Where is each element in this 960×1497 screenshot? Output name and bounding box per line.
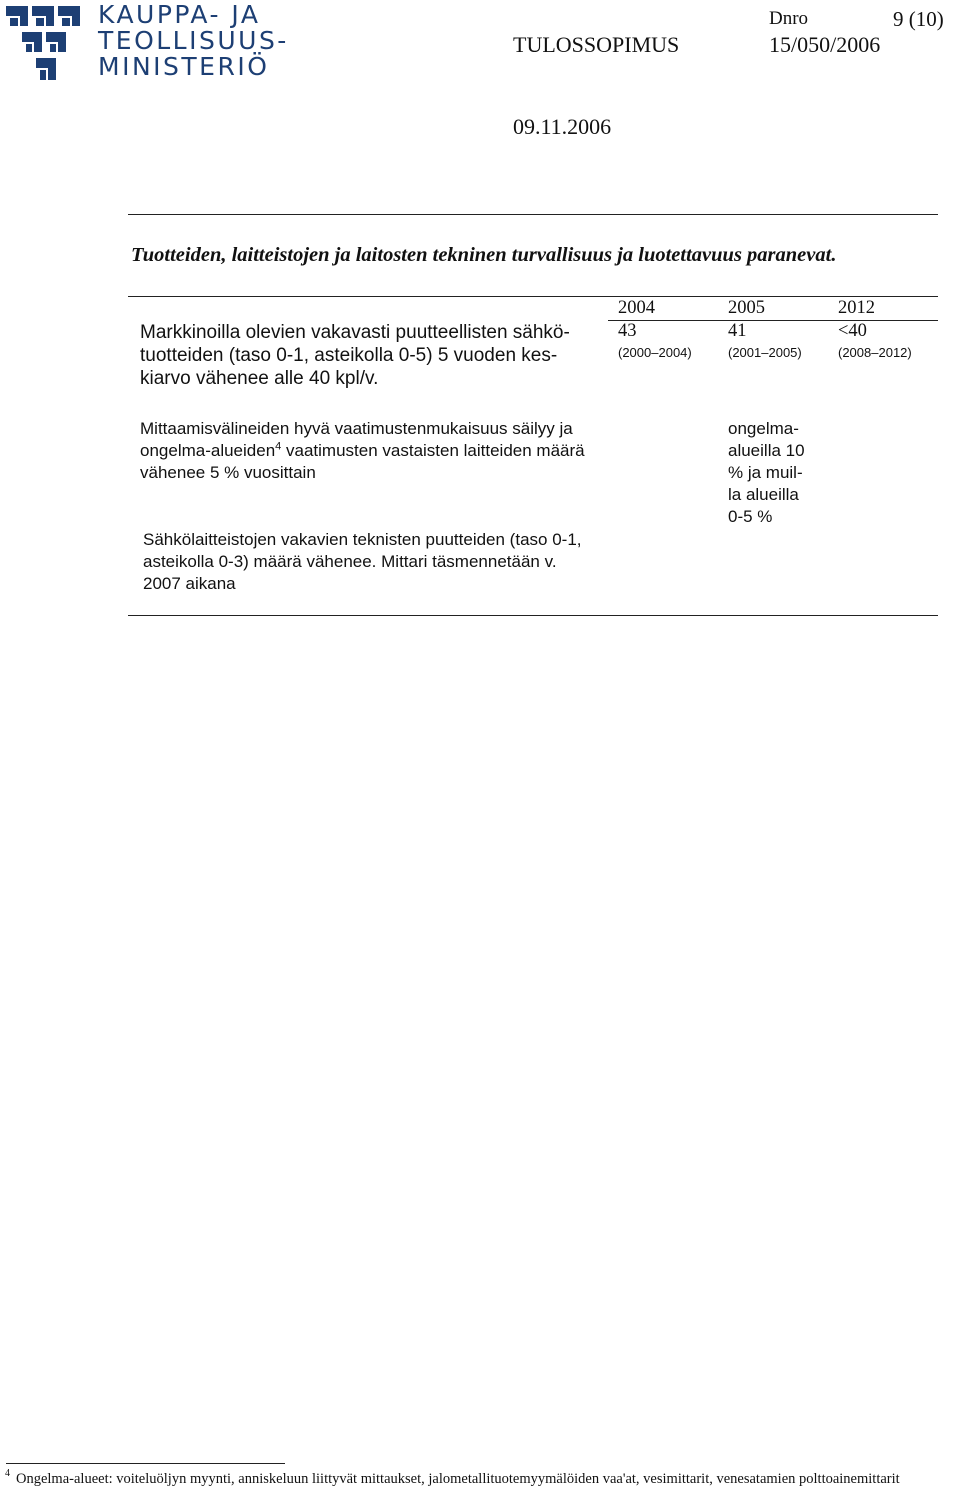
column-header-rule bbox=[608, 320, 938, 321]
indicator-line: Markkinoilla olevien vakavasti puutteellisten sähkö- bbox=[140, 322, 570, 343]
indicator-measuring-instruments bbox=[140, 418, 610, 484]
value-2012: <40 bbox=[838, 321, 867, 341]
indicator-line: asteikolla 0-3) määrä vähenee. Mittari täsmennetään v. bbox=[143, 552, 557, 571]
page-number: 9 (10) bbox=[893, 7, 944, 31]
document-number: 15/050/2006 bbox=[769, 32, 881, 57]
indicator-line bbox=[140, 440, 610, 462]
year-header-2005: 2005 bbox=[728, 298, 765, 318]
logo-line: KAUPPA- JA bbox=[98, 0, 261, 29]
indicator-line: kiarvo vähenee alle 40 kpl/v. bbox=[140, 368, 379, 389]
indicator-text: vaatimusten vastaisten laitteiden määrä bbox=[281, 441, 585, 460]
document-type: TULOSSOPIMUS bbox=[513, 32, 680, 57]
value-2004: 43 bbox=[618, 321, 637, 341]
footnote-marker: 4 bbox=[5, 1468, 10, 1479]
note-line: 0-5 % bbox=[728, 507, 773, 526]
table-bottom-rule bbox=[128, 615, 938, 616]
ministry-logo-mark bbox=[6, 4, 82, 82]
logo-line: MINISTERIÖ bbox=[98, 52, 270, 81]
indicator-electrical-products bbox=[140, 321, 600, 390]
header-rule bbox=[128, 214, 938, 215]
ministry-logo-text bbox=[98, 2, 289, 80]
footnote-text: Ongelma-alueet: voiteluöljyn myynti, anniskeluun liittyvät mittaukset, jalometallituotemyymälöiden vaa'at, vesimittarit, venesatamien polttoainemittarit bbox=[16, 1471, 900, 1487]
footnote-ref: 4 bbox=[275, 440, 282, 453]
year-header-2004: 2004 bbox=[618, 298, 655, 318]
note-line: % ja muil- bbox=[728, 463, 803, 482]
range-2012: (2008–2012) bbox=[838, 345, 912, 360]
indicator-line: Sähkölaitteistojen vakavien teknisten puutteiden (taso 0-1, bbox=[143, 530, 582, 549]
footnote-rule bbox=[6, 1463, 285, 1464]
footnote bbox=[5, 1468, 900, 1488]
range-2004: (2000–2004) bbox=[618, 345, 692, 360]
note-line: ongelma- bbox=[728, 419, 799, 438]
section-heading: Tuotteiden, laitteistojen ja laitosten tekninen turvallisuus ja luotettavuus paranevat. bbox=[131, 244, 837, 266]
document-date: 09.11.2006 bbox=[513, 114, 612, 139]
logo-line: TEOLLISUUS- bbox=[98, 26, 289, 55]
indicator-line: Mittaamisvälineiden hyvä vaatimustenmukaisuus säilyy ja bbox=[140, 419, 573, 438]
target-note bbox=[728, 418, 828, 528]
note-line: alueilla 10 bbox=[728, 441, 805, 460]
indicator-line: vähenee 5 % vuosittain bbox=[140, 463, 316, 482]
table-top-rule bbox=[128, 296, 938, 297]
note-line: la alueilla bbox=[728, 485, 799, 504]
indicator-text: ongelma-alueiden bbox=[140, 441, 276, 460]
range-2005: (2001–2005) bbox=[728, 345, 802, 360]
indicator-line: tuotteiden (taso 0-1, asteikolla 0-5) 5 vuoden kes- bbox=[140, 345, 558, 366]
indicator-electrical-installations bbox=[143, 529, 613, 595]
indicator-line: 2007 aikana bbox=[143, 574, 236, 593]
value-2005: 41 bbox=[728, 321, 747, 341]
year-header-2012: 2012 bbox=[838, 298, 875, 318]
dnro-label: Dnro bbox=[769, 8, 809, 29]
